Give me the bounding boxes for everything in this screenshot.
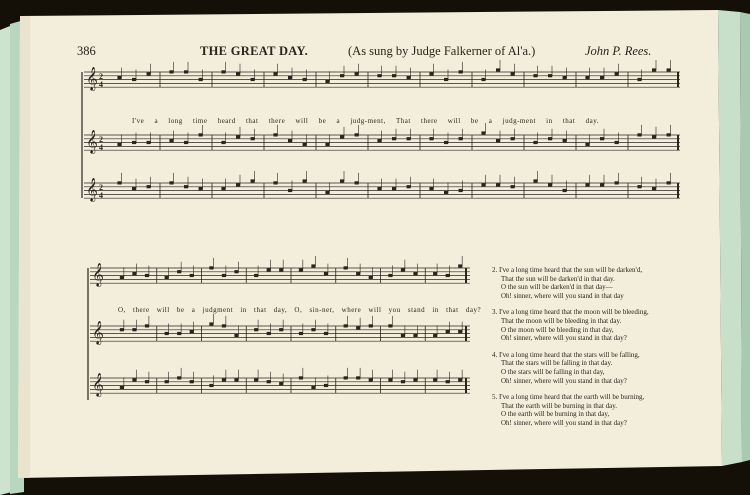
note-head [458, 264, 462, 267]
note-head [209, 266, 213, 269]
note-head [299, 268, 303, 271]
note-head [496, 68, 500, 71]
verse-2 [492, 266, 702, 300]
note-head [388, 378, 392, 381]
note-head [667, 133, 671, 136]
note-head [496, 139, 500, 142]
time-signature: 2 [99, 135, 103, 144]
note-head [177, 270, 181, 273]
note-head [147, 141, 151, 144]
note-head [169, 181, 173, 184]
note-head [407, 185, 411, 188]
note-head [615, 72, 619, 75]
additional-verses [492, 266, 702, 436]
note-head [254, 328, 258, 331]
note-head [388, 274, 392, 277]
note-head [199, 187, 203, 190]
note-head [481, 183, 485, 186]
note-head [199, 133, 203, 136]
note-head [413, 272, 417, 275]
note-head [145, 380, 149, 383]
note-head [117, 143, 121, 146]
note-head [209, 322, 213, 325]
note-head [344, 376, 348, 379]
note-head [303, 143, 307, 146]
note-head [600, 76, 604, 79]
note-head [652, 68, 656, 71]
note-head [299, 332, 303, 335]
note-head [401, 334, 405, 337]
note-head [340, 179, 344, 182]
note-head [377, 139, 381, 142]
note-head [147, 185, 151, 188]
treble-clef: 𝄞 [86, 177, 98, 201]
note-head [392, 187, 396, 190]
note-head [344, 324, 348, 327]
verse-line: That the moon will be bleeding in that day. [501, 316, 622, 325]
note-head [652, 187, 656, 190]
note-head [251, 78, 255, 81]
verse-line: 3. I've a long time heard that the moon will be bleeding, [492, 308, 649, 317]
note-head [279, 382, 283, 385]
note-head [236, 72, 240, 75]
note-head [132, 141, 136, 144]
note-head [548, 74, 552, 77]
note-head [344, 266, 348, 269]
note-head [324, 384, 328, 387]
note-head [444, 141, 448, 144]
note-head [190, 274, 194, 277]
note-head [169, 139, 173, 142]
note-head [459, 189, 463, 192]
note-head [600, 183, 604, 186]
note-head [585, 76, 589, 79]
note-head [637, 78, 641, 81]
note-head [132, 78, 136, 81]
verse-line: That the earth will be burning in that day. [501, 401, 617, 410]
verse-line: 5. I've a long time heard that the earth will be burning, [492, 393, 645, 402]
note-head [199, 78, 203, 81]
note-head [481, 78, 485, 81]
note-head [481, 131, 485, 134]
note-head [132, 187, 136, 190]
note-head [267, 268, 271, 271]
note-head [446, 380, 450, 383]
verse-line: 2. I've a long time heard that the sun will be darken'd, [492, 266, 643, 274]
note-head [325, 80, 329, 83]
verse-line: O the moon will be bleeding in that day, [501, 325, 614, 334]
lyrics-system-1: I've a long time heard that there will be a judg-ment, That there will be a judg-ment in that day. [132, 117, 600, 125]
note-head [184, 185, 188, 188]
note-head [533, 141, 537, 144]
note-head [446, 330, 450, 333]
note-head [355, 133, 359, 136]
note-head [459, 70, 463, 73]
verse-line: O the stars will be falling in that day, [501, 367, 605, 376]
note-head [392, 137, 396, 140]
note-head [325, 143, 329, 146]
note-head [311, 328, 315, 331]
composer-credit: John P. Rees. [585, 44, 652, 58]
note-head [548, 183, 552, 186]
song-subtitle: (As sung by Judge Falkerner of Al'a.) [348, 44, 536, 58]
note-head [324, 272, 328, 275]
note-head [221, 187, 225, 190]
treble-clef: 𝄞 [86, 66, 98, 90]
note-head [369, 324, 373, 327]
note-head [254, 274, 258, 277]
note-head [267, 332, 271, 335]
note-head [311, 264, 315, 267]
note-head [254, 378, 258, 381]
note-head [222, 378, 226, 381]
verse-line: That the stars will be falling in that day. [501, 359, 613, 368]
note-head [117, 76, 121, 79]
note-head [355, 181, 359, 184]
note-head [615, 181, 619, 184]
time-signature: 2 [99, 183, 103, 192]
note-head [652, 135, 656, 138]
note-head [444, 191, 448, 194]
page-number: 386 [77, 44, 96, 58]
note-head [221, 141, 225, 144]
note-head [288, 189, 292, 192]
verse-line: Oh! sinner, where will you stand in that day? [501, 376, 627, 385]
note-head [165, 380, 169, 383]
note-head [177, 376, 181, 379]
note-head [190, 330, 194, 333]
note-head [388, 324, 392, 327]
note-head [401, 268, 405, 271]
note-head [145, 274, 149, 277]
note-head [458, 378, 462, 381]
note-head [377, 187, 381, 190]
note-head [165, 276, 169, 279]
time-signature: 4 [99, 80, 103, 89]
note-head [369, 276, 373, 279]
note-head [356, 326, 360, 329]
note-head [533, 74, 537, 77]
note-head [120, 386, 124, 389]
verse-line: Oh! sinner, where will you stand in that day? [501, 418, 627, 427]
note-head [209, 384, 213, 387]
note-head [413, 378, 417, 381]
note-head [496, 183, 500, 186]
note-head [637, 133, 641, 136]
note-head [221, 70, 225, 73]
note-head [563, 189, 567, 192]
note-head [444, 78, 448, 81]
verse-line: O the sun will be darken'd in that day— [501, 283, 613, 292]
note-head [563, 76, 567, 79]
note-head [429, 72, 433, 75]
note-head [236, 135, 240, 138]
note-head [145, 324, 149, 327]
note-head [356, 376, 360, 379]
note-head [511, 137, 515, 140]
note-head [407, 137, 411, 140]
verse-line: 4. I've a long time heard that the stars will be falling, [492, 350, 640, 359]
note-head [392, 74, 396, 77]
lyrics-system-2: O, there will be a judgment in that day, O, sin-ner, where will you stand in that day? [118, 306, 482, 314]
treble-clef: 𝄞 [86, 129, 98, 153]
note-head [407, 76, 411, 79]
time-signature: 2 [99, 72, 103, 81]
note-head [273, 133, 277, 136]
note-head [273, 181, 277, 184]
note-head [190, 380, 194, 383]
treble-clef: 𝄞 [92, 320, 104, 344]
note-head [234, 378, 238, 381]
note-head [273, 72, 277, 75]
note-head [234, 270, 238, 273]
note-head [511, 185, 515, 188]
note-head [458, 330, 462, 333]
note-head [429, 187, 433, 190]
note-head [533, 179, 537, 182]
verse-4 [492, 351, 702, 385]
note-head [132, 272, 136, 275]
note-head [184, 70, 188, 73]
note-head [147, 72, 151, 75]
note-head [377, 74, 381, 77]
treble-clef: 𝄞 [92, 372, 104, 396]
song-title: THE GREAT DAY. [200, 44, 309, 58]
verse-line: Oh! sinner, where will you stand in that day [501, 291, 624, 300]
note-head [288, 139, 292, 142]
time-signature: 4 [99, 191, 103, 200]
note-head [615, 141, 619, 144]
note-head [340, 74, 344, 77]
note-head [401, 380, 405, 383]
verse-line: Oh! sinner, where will you stand in that day? [501, 334, 627, 343]
time-signature: 4 [99, 143, 103, 152]
verse-line: O the earth will be burning in that day, [501, 410, 610, 419]
note-head [340, 135, 344, 138]
note-head [288, 76, 292, 79]
note-head [222, 274, 226, 277]
note-head [325, 191, 329, 194]
treble-clef: 𝄞 [92, 262, 104, 286]
note-head [132, 328, 136, 331]
note-head [433, 334, 437, 337]
note-head [177, 332, 181, 335]
note-head [303, 78, 307, 81]
note-head [667, 68, 671, 71]
note-head [369, 378, 373, 381]
verse-5 [492, 393, 702, 427]
note-head [563, 139, 567, 142]
note-head [279, 268, 283, 271]
note-head [303, 179, 307, 182]
note-head [117, 181, 121, 184]
note-head [222, 324, 226, 327]
note-head [311, 386, 315, 389]
note-head [459, 137, 463, 140]
note-head [251, 179, 255, 182]
verse-line: That the sun will be darken'd in that day. [501, 274, 615, 283]
note-head [120, 276, 124, 279]
note-head [433, 272, 437, 275]
verse-3 [492, 308, 702, 342]
note-head [236, 183, 240, 186]
note-head [120, 328, 124, 331]
note-head [433, 378, 437, 381]
note-head [637, 185, 641, 188]
note-head [413, 334, 417, 337]
note-head [356, 272, 360, 275]
note-head [251, 137, 255, 140]
note-head [132, 378, 136, 381]
note-head [165, 332, 169, 335]
note-head [511, 72, 515, 75]
note-head [446, 274, 450, 277]
note-head [184, 141, 188, 144]
note-head [324, 332, 328, 335]
note-head [548, 137, 552, 140]
note-head [355, 72, 359, 75]
note-head [600, 137, 604, 140]
note-head [429, 137, 433, 140]
note-head [267, 380, 271, 383]
note-head [169, 70, 173, 73]
note-head [585, 183, 589, 186]
note-head [585, 143, 589, 146]
note-head [667, 181, 671, 184]
note-head [299, 376, 303, 379]
note-head [234, 334, 238, 337]
note-head [279, 328, 283, 331]
